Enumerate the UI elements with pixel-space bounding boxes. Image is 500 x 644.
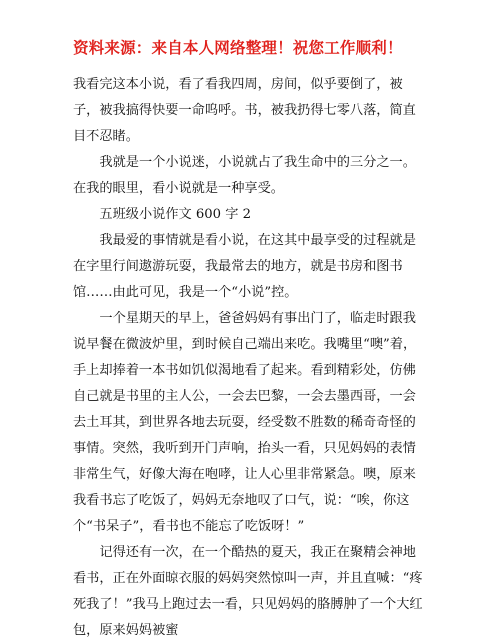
document-body xyxy=(73,72,428,644)
paragraph: 我看完这本小说，看了看我四周，房间，似乎要倒了，被子，被我搞得快要一命呜呼。书，被我扔得七零八落，简直目不忍睹。 xyxy=(73,77,416,144)
paragraph: 一个星期天的早上，爸爸妈妈有事出门了，临走时跟我说早餐在微波炉里，到时候自己端出来吃。我嘴里“噢”着，手上却捧着一本书如饥似渴地看了起来。看到精彩处，仿佛自己就是书里的主人公，一会去巴黎，一会去墨西哥，一会去土耳其，到世界各地去玩耍，经受数不胜数的稀奇奇怪的事情。突然，我听到开门声响，抬头一看，只见妈妈的表情非常生气，好像大海在咆哮，让人心里非常紧急。噢，原来我看书忘了吃饭了，妈妈无奈地叹了口气，说：“唉，你这个“书呆子”，看书也不能忘了吃饭呀！” xyxy=(73,311,417,534)
paragraph: 记得还有一次，在一个酷热的夏天，我正在聚精会神地看书，正在外面晾衣服的妈妈突然惊叫一声，并且直喊：“疼死我了！”我马上跑过去一看，只见妈妈的胳膊肿了一个大红包，原来妈妈被蜜 xyxy=(73,545,423,638)
section-title: 五班级小说作文 600 字 2 xyxy=(99,207,252,222)
paragraph: 我最爱的事情就是看小说，在这其中最享受的过程就是在字里行间遨游玩耍，我最常去的地方，就是书房和图书馆……由此可见，我是一个“小说”控。 xyxy=(73,233,416,300)
paragraph: 我就是一个小说迷，小说就占了我生命中的三分之一。在我的眼里，看小说就是一种享受。 xyxy=(73,155,416,196)
source-banner: 资料来源：来自本人网络整理！祝您工作顺利！ xyxy=(73,39,403,57)
